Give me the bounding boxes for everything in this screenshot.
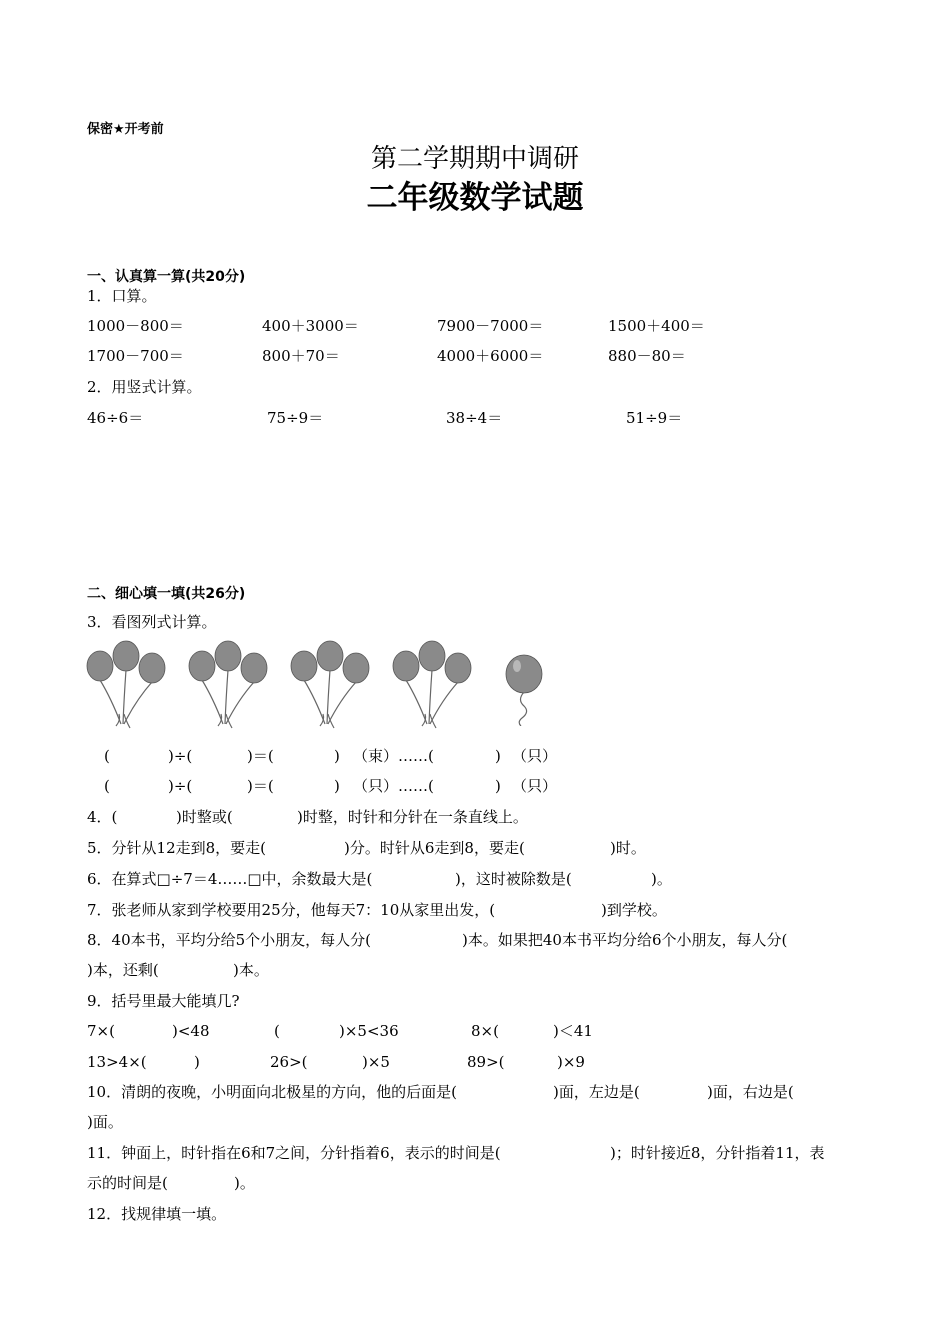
blank-text: ): [334, 747, 340, 765]
q1-item: 400＋3000＝: [262, 317, 359, 335]
q6-part: 6．在算式□÷7＝4……□中，余数最大是(: [87, 870, 373, 888]
balloon-bunch-icon: [392, 638, 478, 732]
unit-text: （只）……(: [353, 777, 434, 795]
q10-part: )面。: [87, 1113, 123, 1131]
q8-part: )本。: [233, 961, 269, 979]
q6-part: )。: [651, 870, 672, 888]
q5-part: )分。时针从6走到8，要走(: [344, 839, 525, 857]
q2-item: 46÷6＝: [87, 409, 144, 427]
confidential-label: 保密★开考前: [87, 122, 164, 137]
blank-text: )＝(: [247, 747, 274, 765]
q3-label: 3．看图列式计算。: [87, 613, 217, 631]
q2-item: 75÷9＝: [267, 409, 324, 427]
q9-part: )＜41: [553, 1022, 593, 1040]
blank-text: ): [495, 747, 501, 765]
q1-item: 1700－700＝: [87, 347, 184, 365]
q10-part: )面，左边是(: [553, 1083, 640, 1101]
q1-item: 7900－7000＝: [437, 317, 544, 335]
exam-title-line1: 第二学期期中调研: [370, 144, 579, 174]
q11-part: )。: [234, 1174, 255, 1192]
section2-title: 二、细心填一填(共26分): [87, 586, 246, 602]
balloon-bunch-icon: [86, 638, 172, 732]
q9-part: 89>(: [467, 1053, 505, 1071]
q11-part: 示的时间是(: [87, 1174, 168, 1192]
q9-part: )×5<36: [339, 1022, 399, 1040]
q8-part: )本。如果把40本书平均分给6个小朋友，每人分(: [462, 931, 788, 949]
q2-label: 2．用竖式计算。: [87, 378, 202, 396]
blank-open: (: [104, 777, 110, 795]
q9-part: 26>(: [270, 1053, 308, 1071]
q9-part: 8×(: [471, 1022, 499, 1040]
unit-text: （束）……(: [353, 747, 434, 765]
q9-part: (: [274, 1022, 280, 1040]
q9-part: )<48: [172, 1022, 210, 1040]
q2-item: 38÷4＝: [446, 409, 503, 427]
q9-label: 9．括号里最大能填几?: [87, 992, 240, 1010]
blank-text: )＝(: [247, 777, 274, 795]
q5-part: 5．分针从12走到8，要走(: [87, 839, 267, 857]
q9-part: 7×(: [87, 1022, 115, 1040]
q1-item: 1000－800＝: [87, 317, 184, 335]
q4-part: )时整或(: [176, 808, 233, 826]
section1-title: 一、认真算一算(共20分): [87, 269, 246, 285]
q1-item: 1500＋400＝: [608, 317, 705, 335]
q9-part: )×5: [362, 1053, 390, 1071]
q9-part: ): [194, 1053, 200, 1071]
blank-text: )÷(: [168, 777, 193, 795]
q1-label: 1．口算。: [87, 287, 157, 305]
q9-part: 13>4×(: [87, 1053, 147, 1071]
blank-text: )÷(: [168, 747, 193, 765]
q10-part: )面，右边是(: [707, 1083, 794, 1101]
balloon-bunch-icon: [290, 638, 376, 732]
q11-part: )；时针接近8，分针指着11，表: [610, 1144, 825, 1162]
blank-text: ): [495, 777, 501, 795]
q1-item: 880－80＝: [608, 347, 686, 365]
q8-part: 8．40本书，平均分给5个小朋友，每人分(: [87, 931, 372, 949]
blank-open: (: [104, 747, 110, 765]
q1-item: 800＋70＝: [262, 347, 340, 365]
unit-text: （只）: [512, 777, 558, 795]
q11-part: 11．钟面上，时针指在6和7之间，分针指着6，表示的时间是(: [87, 1144, 501, 1162]
q7-part: 7．张老师从家到学校要用25分，他每天7：10从家里出发，(: [87, 901, 496, 919]
q8-part: )本，还剩(: [87, 961, 159, 979]
q10-part: 10．清朗的夜晚，小明面向北极星的方向，他的后面是(: [87, 1083, 457, 1101]
exam-title-line2: 二年级数学试题: [366, 180, 584, 216]
unit-text: （只）: [512, 747, 558, 765]
balloon-bunch-icon: [188, 638, 274, 732]
q7-part: )到学校。: [601, 901, 667, 919]
q5-part: )时。: [610, 839, 646, 857]
single-balloon-icon: [502, 654, 546, 726]
q6-part: )，这时被除数是(: [455, 870, 572, 888]
q9-part: )×9: [557, 1053, 585, 1071]
q12-label: 12．找规律填一填。: [87, 1205, 227, 1223]
blank-text: ): [334, 777, 340, 795]
q4-part: )时整，时针和分针在一条直线上。: [297, 808, 528, 826]
q2-item: 51÷9＝: [626, 409, 683, 427]
q4-part: 4．(: [87, 808, 118, 826]
q1-item: 4000＋6000＝: [437, 347, 544, 365]
